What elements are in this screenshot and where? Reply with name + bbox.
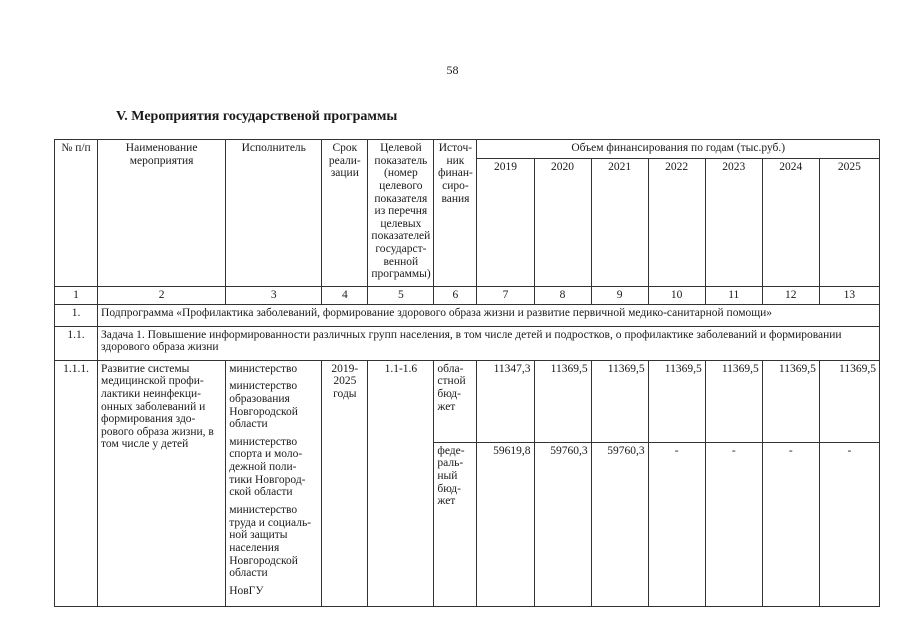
funding-value: 11369,5 [705, 360, 762, 442]
executor-item: министерство труда и социаль-ной защиты населения Новгородской области [229, 504, 312, 580]
section-title: V. Мероприятия государственой программы [116, 109, 398, 124]
funding-value: 11369,5 [591, 360, 648, 442]
activity-executors [226, 360, 322, 606]
column-number: 2 [98, 287, 226, 305]
header-row [55, 140, 880, 159]
funding-value: - [819, 442, 879, 606]
executor-item: министерство образования Новгородской области [229, 380, 298, 431]
column-number: 4 [322, 287, 368, 305]
task-title: Задача 1. Повышение информированности различных групп населения, в том числе детей и подростков, о профилактике заболеваний и формировании здорового образа жизни [98, 326, 880, 360]
funding-value: 11369,5 [648, 360, 705, 442]
subprogram-num: 1. [55, 304, 98, 326]
column-number: 8 [534, 287, 591, 305]
page-number: 58 [446, 63, 459, 77]
funding-value: 59619,8 [477, 442, 534, 606]
header-year: 2020 [534, 159, 591, 287]
column-number: 3 [226, 287, 322, 305]
funding-value: - [705, 442, 762, 606]
funding-value: - [762, 442, 819, 606]
column-number: 12 [762, 287, 819, 305]
activity-num: 1.1.1. [55, 360, 98, 606]
header-source: Источ-ник финан-сиро-вания [434, 140, 477, 287]
funding-source: феде-раль-ный бюд-жет [434, 442, 477, 606]
header-name: Наименование мероприятия [98, 140, 226, 287]
funding-value: 11347,3 [477, 360, 534, 442]
funding-value: 11369,5 [819, 360, 879, 442]
program-table [54, 139, 880, 607]
header-num: № п/п [55, 140, 98, 287]
subprogram-row [55, 304, 880, 326]
funding-source: обла-стной бюд-жет [434, 360, 477, 442]
activity-target: 1.1-1.6 [368, 360, 434, 606]
header-year: 2024 [762, 159, 819, 287]
funding-value: 59760,3 [534, 442, 591, 606]
header-year: 2022 [648, 159, 705, 287]
header-year: 2019 [477, 159, 534, 287]
column-number: 9 [591, 287, 648, 305]
activity-term: 2019-2025 годы [322, 360, 368, 606]
column-number: 13 [819, 287, 879, 305]
header-year: 2023 [705, 159, 762, 287]
column-number: 10 [648, 287, 705, 305]
executor-item: министерство спорта и моло-дежной поли-тики Новгород-ской области [229, 435, 306, 499]
funding-value: 11369,5 [762, 360, 819, 442]
column-number-row [55, 287, 880, 305]
column-number: 5 [368, 287, 434, 305]
subprogram-title: Подпрограмма «Профилактика заболеваний, формирование здорового образа жизни и развитие первичной медико-санитарной помощи» [98, 304, 880, 326]
column-number: 6 [434, 287, 477, 305]
header-funding-group: Объем финансирования по годам (тыс.руб.) [477, 140, 880, 159]
funding-value: - [648, 442, 705, 606]
header-year: 2025 [819, 159, 879, 287]
header-target: Целевой показатель (номер целевого показателя из перечня целевых показателей государст-венной программы) [368, 140, 434, 287]
header-year: 2021 [591, 159, 648, 287]
task-row [55, 326, 880, 360]
activity-row [55, 360, 880, 442]
activity-name: Развитие системы медицинской профи-лактики неинфекци-онных заболеваний и формирования здо-рового образа жизни, в том числе у детей [98, 360, 226, 606]
header-term: Срок реали-зации [322, 140, 368, 287]
funding-value: 11369,5 [534, 360, 591, 442]
column-number: 1 [55, 287, 98, 305]
header-executor: Исполнитель [226, 140, 322, 287]
executor-item: министерство [229, 362, 298, 375]
task-num: 1.1. [55, 326, 98, 360]
column-number: 11 [705, 287, 762, 305]
executor-item: НовГУ [229, 584, 264, 597]
funding-value: 59760,3 [591, 442, 648, 606]
column-number: 7 [477, 287, 534, 305]
